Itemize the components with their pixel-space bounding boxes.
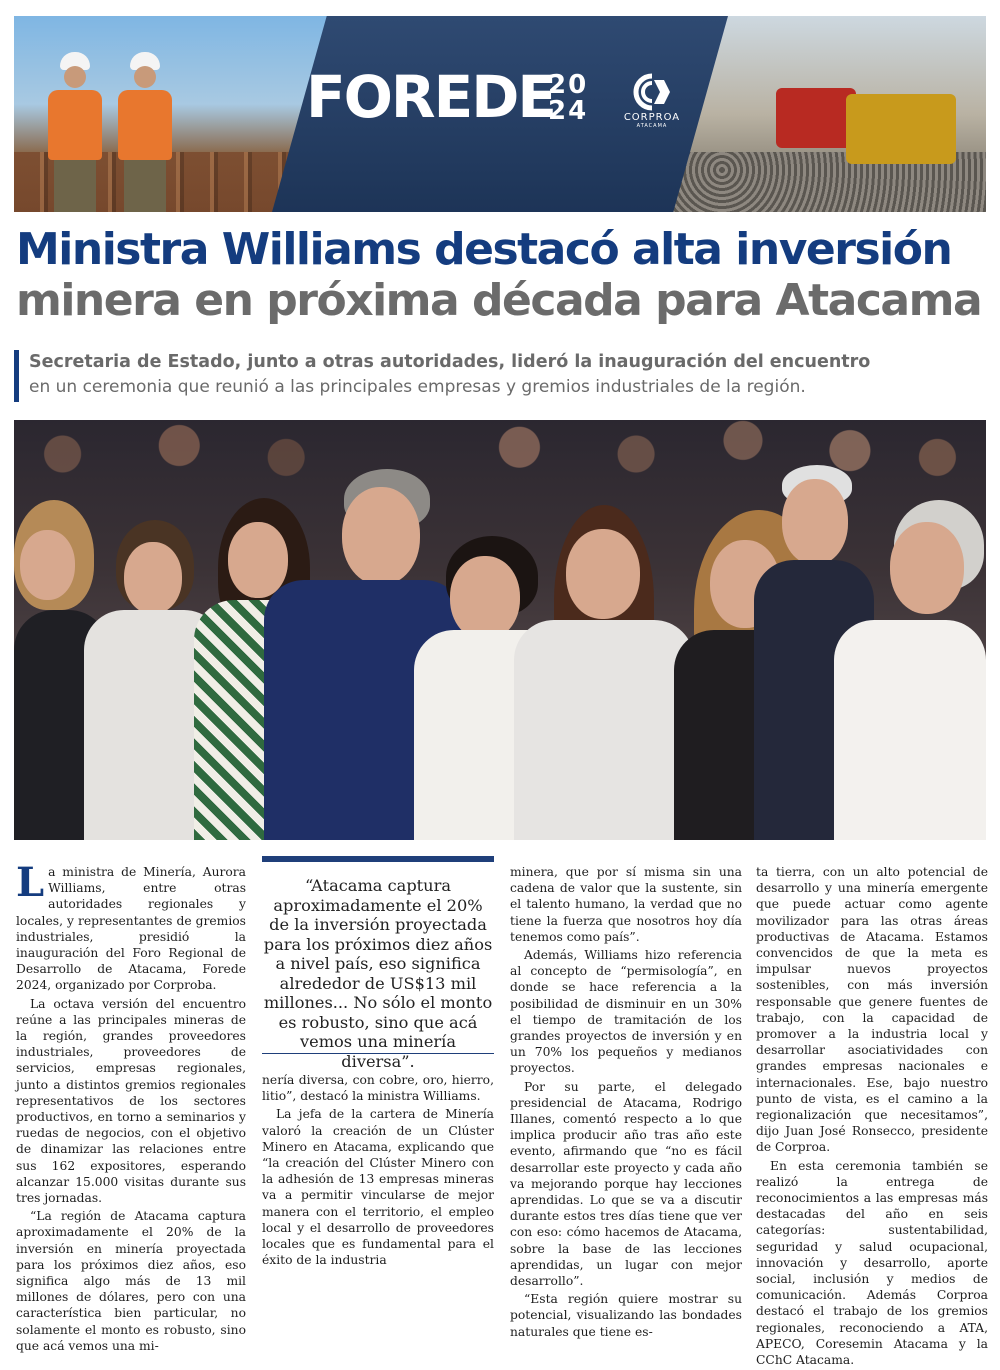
pull-quote: “Atacama captura aproximadamente el 20% de la inversión proyectada para los próximos diez años a nivel país, eso significa alrededor de US$13 mil millones... No sólo el monto es robusto, sino que acá vemos una minería diversa”. xyxy=(262,856,494,1054)
paragraph: “Esta región quiere mostrar su potencial, visualizando las bondades naturales que tiene es- xyxy=(510,1292,742,1339)
article-column-4 xyxy=(756,864,988,1370)
corproa-sub: ATACAMA xyxy=(636,123,668,129)
article-deck xyxy=(14,350,986,402)
paragraph: En esta ceremonia también se realizó la entrega de reconocimientos a las empresas más destacadas del año en seis categorías: sustentabilidad, seguridad y salud ocupacional, innovación y desarrollo, aporte social, inclusión y medios de comunicación. Además Corproa destacó el trabajo de los gremios regionales, reconociendo a ATA, APECO, Coresemin Atacama y la CChC Atacama. xyxy=(756,1158,988,1368)
worker-figure xyxy=(44,52,106,212)
haul-truck-image xyxy=(846,94,956,164)
forede-year xyxy=(548,72,608,124)
corproa-logo xyxy=(612,74,692,129)
deck-bold: Secretaria de Estado, junto a otras autoridades, lideró la inauguración del encuentro xyxy=(29,352,871,372)
event-photo xyxy=(14,420,986,840)
paragraph: Además, Williams hizo referencia al concepto de “permisología”, en donde se hace referencia a la posibilidad de disminuir en un 30% el tiempo de tramitación de los grandes proyectos de inversión y en un 70% los pequeños y medianos proyectos. xyxy=(510,948,742,1076)
corproa-name: CORPROA xyxy=(623,112,681,123)
article-headline xyxy=(16,224,986,326)
attendee-figure xyxy=(834,500,986,840)
deck-light: en un ceremonia que reunió a las principales empresas y gremios industriales de la región. xyxy=(29,377,806,397)
paragraph: minera, que por sí misma sin una cadena de valor que la sustente, sin el talento humano, la verdad que no tiene la fuerza que nosotros hoy día tenemos como país”. xyxy=(510,865,742,944)
corproa-mark-icon xyxy=(630,74,674,110)
year-top: 20 xyxy=(548,70,589,100)
headline-line-1: Ministra Williams destacó alta inversión xyxy=(16,224,952,275)
paragraph: La jefa de la cartera de Minería valoró la creación de un Clúster Minero en Atacama, explicando que “la creación del Clúster Minero con la adhesión de 13 empresas mineras va a permitir vincularse de mejor manera con el territorio, el empleo local y el desarrollo de proveedores locales que es fundamental para el éxito de la industria xyxy=(262,1107,494,1268)
forede-logo: FOREDE xyxy=(306,63,555,131)
article-column-3 xyxy=(510,864,742,1342)
year-bottom: 24 xyxy=(548,96,589,126)
paragraph: La octava versión del encuentro reúne a las principales mineras de la región, grandes proveedores industriales, proveedores de servicios, empresas regionales, junto a distintos gremios regionales representativos de los sectores productivos, en torno a seminarios y ruedas de negocios, con el objetivo de dinamizar las relaciones entre sus 162 expositores, esperando alcanzar 15.000 visitas durante sus tres jornadas. xyxy=(16,996,246,1206)
article-column-2 xyxy=(262,1072,494,1270)
headline-line-2: minera en próxima década para Atacama xyxy=(16,275,982,326)
paragraph: nería diversa, con cobre, oro, hierro, litio”, destacó la ministra Williams. xyxy=(262,1073,494,1104)
paragraph: Por su parte, el delegado presidencial de Atacama, Rodrigo Illanes, comentó respecto a lo que implica producir año tras año este evento, afirmando que “no es fácil desarrollar este proyecto y cada año va mejorando porque hay lecciones aprendidas. Lo que se va a discutir durante estos tres días tiene que ver con eso: cómo hacemos de Atacama, sobre la base de las lecciones aprendidas, un lugar con mejor desarrollo”. xyxy=(510,1079,742,1289)
article-column-1 xyxy=(16,859,246,1356)
paragraph: ta tierra, con un alto potencial de desarrollo y una minería emergente que puede actuar como agente movilizador para las otras áreas productivas de Atacama. Estamos convencidos de que la meta es impulsar nuevos proyectos sostenibles, con más inversión responsable que genere fuentes de trabajo, con la capacidad de promover a la industria local y desarrollar asociatividades con grandes empresas nacionales e internacionales. Ese, bajo nuestro punto de vista, es el camino a la regionalización que necesitamos”, dijo Juan José Ronsecco, presidente de Corproa. xyxy=(756,865,988,1155)
worker-figure xyxy=(114,52,176,212)
drop-cap: L xyxy=(16,859,45,906)
paragraph-text: a ministra de Minería, Aurora Williams, entre otras autoridades regionales y locales, y representantes de gremios industriales, presidió la inauguración del Foro Regional de Desarrollo de Atacama, Forede 2024, organizado por Corproba. xyxy=(16,865,246,993)
paragraph xyxy=(16,859,246,994)
paragraph: “La región de Atacama captura aproximadamente el 20% de la inversión en minería proyectada para los próximos diez años, eso significa algo más de 13 mil millones de dólares, pero con una característica bien particular, no solamente el monto es robusto, sino que acá vemos una mi- xyxy=(16,1209,246,1353)
excavator-image xyxy=(776,88,856,148)
